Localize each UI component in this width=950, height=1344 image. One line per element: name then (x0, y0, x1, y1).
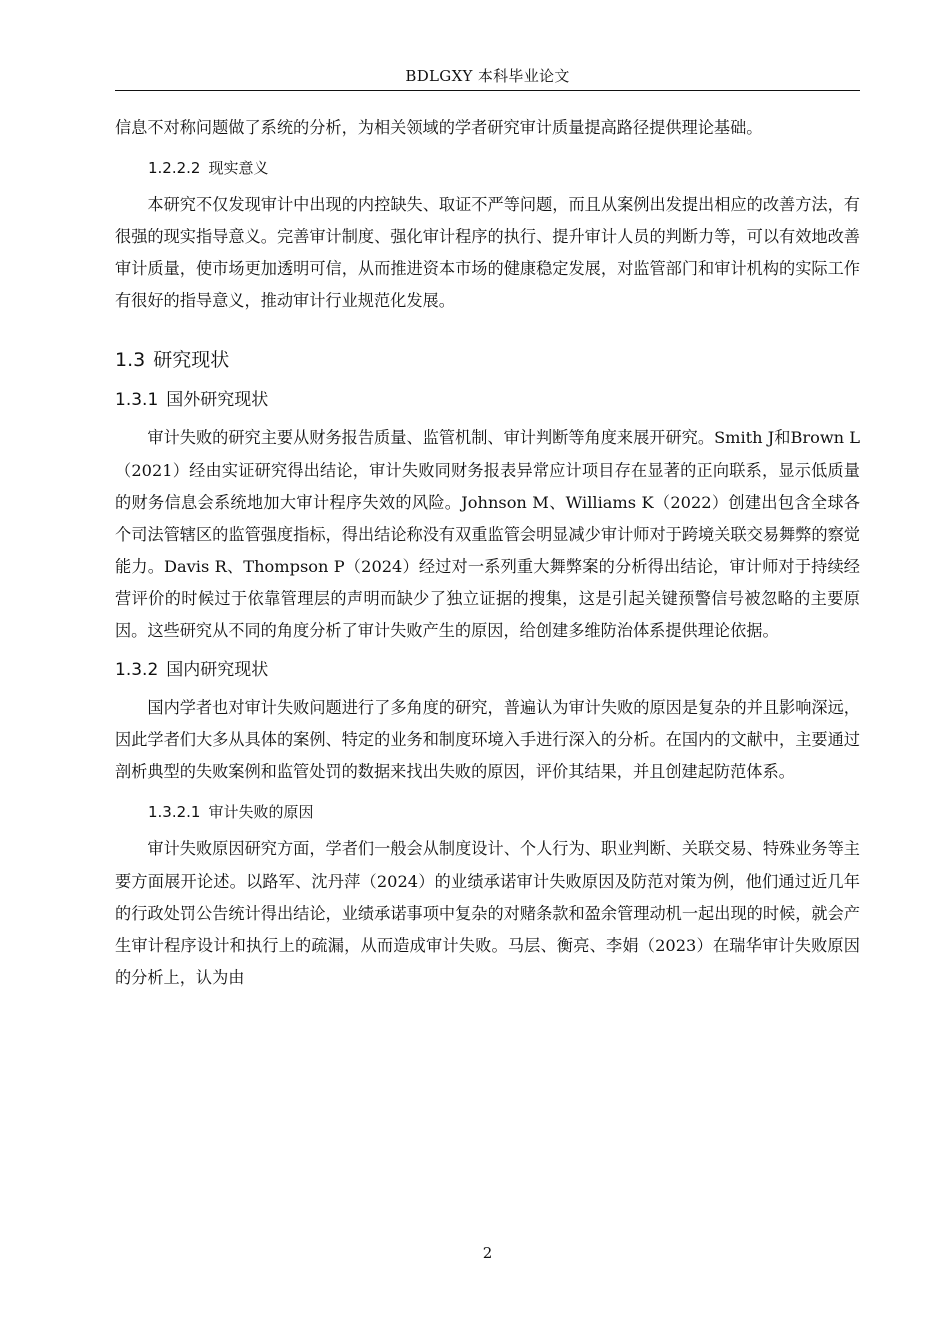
heading-1-2-2-2 (115, 158, 860, 178)
paragraph-domestic-research: 国内学者也对审计失败问题进行了多角度的研究，普遍认为审计失败的原因是复杂的并且影响深远，因此学者们大多从具体的案例、特定的业务和制度环境入手进行深入的分析。在国内的文献中，主要通过剖析典型的失败案例和监管处罚的数据来找出失败的原因，评价其结果，并且创建起防范体系。 (115, 698, 860, 782)
section-title: 国外研究现状 (166, 390, 269, 411)
heading-1-3 (115, 348, 860, 372)
section-number: 1.2.2.2 (148, 159, 201, 178)
paragraph-foreign-research: 审计失败的研究主要从财务报告质量、监管机制、审计判断等角度来展开研究。Smith J和Brown L（2021）经由实证研究得出结论，审计失败同财务报表异常应计项目存在显著的正向联系，显示低质量的财务信息会系统地加大审计程序失效的风险。Johnson M、Williams K（2022）创建出包含全球各个司法管辖区的监管强度指标，得出结论称没有双重监管会明显减少审计师对于跨境关联交易舞弊的察觉能力。Davis R、Thompson P（2024）经过对一系列重大舞弊案的分析得出结论，审计师对于持续经营评价的时候过于依靠管理层的声明而缺少了独立证据的搜集，这是引起关键预警信号被忽略的主要原因。这些研究从不同的角度分析了审计失败产生的原因，给创建多维防治体系提供理论依据。 (115, 428, 861, 641)
heading-1-3-1 (115, 389, 860, 411)
paragraph-intro-continuation: 信息不对称问题做了系统的分析，为相关领域的学者研究审计质量提高路径提供理论基础。 (115, 118, 763, 137)
heading-1-3-2-1 (115, 802, 860, 822)
section-title: 研究现状 (153, 349, 230, 372)
page-number: 2 (482, 1244, 493, 1262)
section-number: 1.3 (115, 349, 146, 372)
heading-1-3-2 (115, 659, 860, 681)
page-body (115, 112, 860, 994)
running-header: BDLGXY 本科毕业论文 (405, 67, 570, 85)
section-number: 1.3.1 (115, 390, 159, 411)
section-number: 1.3.2.1 (148, 803, 201, 822)
section-title: 审计失败的原因 (208, 803, 314, 822)
paragraph-failure-causes: 审计失败原因研究方面，学者们一般会从制度设计、个人行为、职业判断、关联交易、特殊业务等主要方面展开论述。以路军、沈丹萍（2024）的业绩承诺审计失败原因及防范对策为例，他们通过近几年的行政处罚公告统计得出结论，业绩承诺事项中复杂的对赌条款和盈余管理动机一起出现的时候，就会产生审计程序设计和执行上的疏漏，从而造成审计失败。马层、衡亮、李娟（2023）在瑞华审计失败原因的分析上，认为由 (115, 839, 860, 987)
header-rule (115, 90, 860, 91)
section-number: 1.3.2 (115, 660, 159, 681)
section-title: 国内研究现状 (166, 660, 269, 681)
section-title: 现实意义 (208, 159, 269, 178)
paragraph-practical-significance: 本研究不仅发现审计中出现的内控缺失、取证不严等问题，而且从案例出发提出相应的改善方法，有很强的现实指导意义。完善审计制度、强化审计程序的执行、提升审计人员的判断力等，可以有效地改善审计质量，使市场更加透明可信，从而推进资本市场的健康稳定发展，对监管部门和审计机构的实际工作有很好的指导意义，推动审计行业规范化发展。 (115, 195, 860, 311)
